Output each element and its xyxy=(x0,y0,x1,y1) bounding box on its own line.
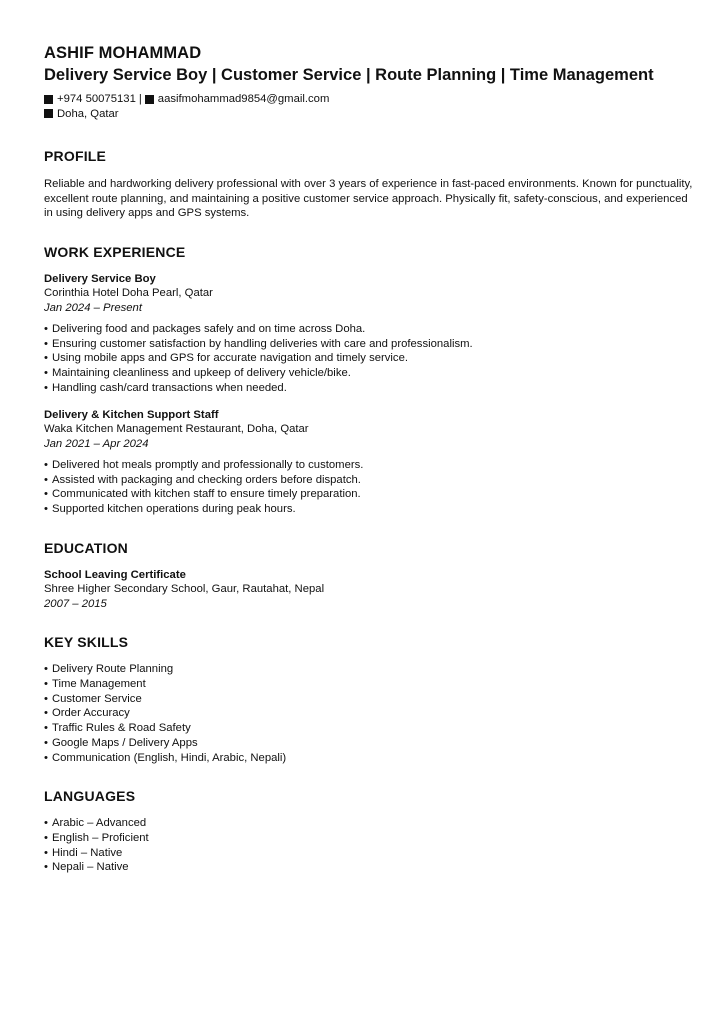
list-item: • Time Management xyxy=(44,677,694,692)
list-item: • Using mobile apps and GPS for accurate navigation and timely service. xyxy=(44,351,694,366)
list-item: • Maintaining cleanliness and upkeep of delivery vehicle/bike. xyxy=(44,366,694,381)
section-title-key-skills: KEY SKILLS xyxy=(44,634,129,651)
education-school: Shree Higher Secondary School, Gaur, Rautahat, Nepal xyxy=(44,583,325,596)
list-item: • Delivering food and packages safely and on time across Doha. xyxy=(44,322,694,337)
job-duties xyxy=(44,322,694,396)
list-item: • Nepali – Native xyxy=(44,860,694,875)
list-item: • Communication (English, Hindi, Arabic, Nepali) xyxy=(44,751,694,766)
location: Doha, Qatar xyxy=(57,107,119,120)
contact-block xyxy=(44,92,694,121)
education-entry xyxy=(44,568,694,612)
list-item: • Handling cash/card transactions when needed. xyxy=(44,381,694,396)
list-item: • Hindi – Native xyxy=(44,846,694,861)
section-title-profile: PROFILE xyxy=(44,148,107,164)
list-item: • Communicated with kitchen staff to ensure timely preparation. xyxy=(44,487,694,502)
phone-number: +974 50075131 xyxy=(57,93,136,105)
contact-line-phone-email xyxy=(44,92,694,107)
list-item: • Order Accuracy xyxy=(44,706,694,721)
section-title-work-experience: WORK EXPERIENCE xyxy=(44,243,186,260)
list-item: • Supported kitchen operations during peak hours. xyxy=(44,502,694,517)
education-dates: 2007 – 2015 xyxy=(44,597,107,610)
email-icon xyxy=(145,95,154,104)
skills-list xyxy=(44,662,694,765)
list-item: • Google Maps / Delivery Apps xyxy=(44,736,694,751)
section-title-education: EDUCATION xyxy=(44,539,128,556)
education-degree: School Leaving Certificate xyxy=(44,568,186,581)
job-duties xyxy=(44,458,694,517)
job-entry xyxy=(44,408,694,517)
contact-separator: | xyxy=(138,93,142,105)
phone-icon xyxy=(44,95,53,104)
contact-line-location xyxy=(44,107,694,122)
location-icon xyxy=(44,109,53,118)
list-item: • Delivery Route Planning xyxy=(44,662,694,677)
list-item: • Assisted with packaging and checking orders before dispatch. xyxy=(44,473,694,488)
section-title-languages: LANGUAGES xyxy=(44,788,136,805)
list-item: • Customer Service xyxy=(44,692,694,707)
list-item: • Delivered hot meals promptly and professionally to customers. xyxy=(44,458,694,473)
headline: Delivery Service Boy | Customer Service | Route Planning | Time Management xyxy=(44,66,654,84)
candidate-name: ASHIF MOHAMMAD xyxy=(44,44,202,62)
list-item: • Traffic Rules & Road Safety xyxy=(44,721,694,736)
list-item: • Ensuring customer satisfaction by handling deliveries with care and professionalism. xyxy=(44,337,694,352)
job-employer: Corinthia Hotel Doha Pearl, Qatar xyxy=(44,287,213,299)
resume-page xyxy=(44,42,694,875)
list-item: • English – Proficient xyxy=(44,831,694,846)
job-dates: Jan 2024 – Present xyxy=(44,301,142,314)
job-entry xyxy=(44,272,694,396)
job-employer: Waka Kitchen Management Restaurant, Doha, Qatar xyxy=(44,423,309,436)
list-item: • Arabic – Advanced xyxy=(44,816,694,831)
languages-list xyxy=(44,816,694,875)
job-role: Delivery & Kitchen Support Staff xyxy=(44,408,219,421)
profile-summary: Reliable and hardworking delivery professional with over 3 years of experience in fast-paced environments. Known for punctuality, excellent route planning, and maintaining a positive customer service approach. Physically fit, safety-conscious, and experienced in using delivery apps and GPS systems. xyxy=(44,178,693,219)
email-address: aasifmohammad9854@gmail.com xyxy=(157,93,330,105)
job-role: Delivery Service Boy xyxy=(44,272,156,285)
job-dates: Jan 2021 – Apr 2024 xyxy=(44,437,149,450)
